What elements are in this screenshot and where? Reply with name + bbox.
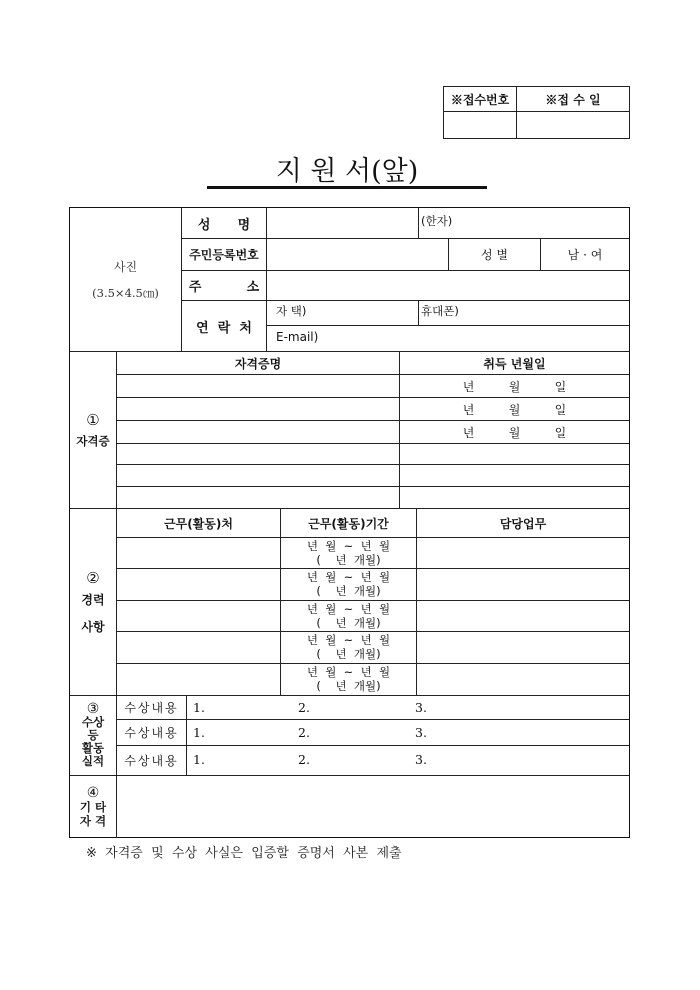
career-section-label — [70, 509, 116, 695]
cert-name-field-5[interactable] — [117, 465, 399, 486]
award-row-label: 수상내용 — [124, 726, 179, 740]
rrn-label: 주민등록번호 — [189, 248, 259, 262]
period-range: 년 월 ~ 년 월 — [306, 665, 391, 679]
home-phone-label: 자 택) — [276, 304, 307, 318]
awards-section-num: ③ — [86, 701, 100, 717]
mobile-label: 휴대폰) — [421, 304, 459, 318]
contact-label: 연 락 처 — [196, 320, 252, 336]
receipt-date-label: ※접 수 일 — [545, 92, 601, 107]
email-label: E-mail) — [276, 330, 319, 344]
period-range: 년 월 ~ 년 월 — [306, 570, 391, 584]
gender-label: 성 별 — [481, 248, 508, 262]
period-duration: ( 년 개월) — [316, 647, 381, 661]
email-field[interactable] — [320, 326, 629, 351]
awards-section-title-3: 활동 — [81, 741, 105, 755]
name-field[interactable] — [267, 208, 418, 238]
period-range: 년 월 ~ 년 월 — [306, 539, 391, 553]
career-col-place: 근무(활동)처 — [164, 516, 233, 531]
award-item-1[interactable]: 1. — [193, 752, 205, 767]
cert-col-date: 취득 년월일 — [483, 356, 546, 371]
awards-section-title-2: 등 — [87, 728, 99, 742]
other-qualifications-field[interactable] — [117, 776, 629, 838]
period-range: 년 월 ~ 년 월 — [306, 602, 391, 616]
awards-section-title-1: 수상 — [81, 715, 105, 729]
other-section-num: ④ — [86, 785, 100, 801]
hanja-label: (한자) — [421, 214, 453, 228]
cert-date-1[interactable]: 년 월 일 — [462, 379, 567, 394]
award-item-2[interactable]: 2. — [298, 700, 310, 715]
certificates-section-title: 자격증 — [76, 434, 110, 448]
award-item-2[interactable]: 2. — [298, 752, 310, 767]
period-duration: ( 년 개월) — [316, 679, 381, 693]
page-title: 지 원 서(앞) — [275, 155, 419, 187]
receipt-box — [443, 86, 630, 139]
receipt-number-field[interactable] — [444, 112, 516, 138]
cert-name-field-4[interactable] — [117, 444, 399, 464]
cert-name-field-1[interactable] — [117, 375, 399, 397]
award-item-3[interactable]: 3. — [415, 752, 427, 767]
cert-date-2[interactable]: 년 월 일 — [462, 402, 567, 417]
title-underline — [207, 186, 487, 189]
award-item-2[interactable]: 2. — [298, 725, 310, 740]
name-label: 성 명 — [197, 217, 251, 233]
career-period-1[interactable] — [281, 538, 416, 568]
award-item-1[interactable]: 1. — [193, 700, 205, 715]
cert-col-name: 자격증명 — [234, 356, 282, 371]
other-section-title-2: 자 격 — [79, 814, 107, 828]
career-period-3[interactable] — [281, 601, 416, 631]
certificates-section-label — [70, 352, 116, 508]
rrn-field[interactable] — [267, 239, 448, 270]
photo-area[interactable] — [70, 208, 181, 351]
career-col-period: 근무(활동)기간 — [308, 516, 389, 531]
award-item-1[interactable]: 1. — [193, 725, 205, 740]
other-section-title-1: 기 타 — [79, 800, 107, 814]
photo-label: 사진 — [113, 260, 138, 274]
period-range: 년 월 ~ 년 월 — [306, 633, 391, 647]
other-section-label — [70, 776, 116, 838]
career-period-5[interactable] — [281, 664, 416, 695]
receipt-number-label: ※접수번호 — [450, 92, 510, 107]
cert-name-field-3[interactable] — [117, 421, 399, 443]
career-period-4[interactable] — [281, 632, 416, 663]
period-duration: ( 년 개월) — [316, 553, 381, 567]
gender-options[interactable]: 남 · 여 — [567, 248, 603, 262]
period-duration: ( 년 개월) — [316, 616, 381, 630]
address-field[interactable] — [267, 271, 629, 300]
receipt-date-field[interactable] — [517, 112, 629, 138]
hanja-field[interactable] — [460, 208, 628, 238]
awards-section-label — [70, 696, 116, 775]
address-label: 주 소 — [188, 280, 260, 295]
mobile-field[interactable] — [465, 301, 629, 325]
awards-section-title-4: 실적 — [81, 754, 105, 768]
cert-name-field-2[interactable] — [117, 398, 399, 420]
award-item-3[interactable]: 3. — [415, 725, 427, 740]
career-section-title-2: 사항 — [81, 620, 105, 634]
cert-date-3[interactable]: 년 월 일 — [462, 425, 567, 440]
career-section-num: ② — [86, 569, 100, 587]
career-section-title-1: 경력 — [81, 593, 105, 607]
certificates-section-num: ① — [86, 411, 100, 429]
period-duration: ( 년 개월) — [316, 584, 381, 598]
photo-size-label: (3.5×4.5㎝) — [92, 286, 159, 300]
home-phone-field[interactable] — [316, 301, 418, 325]
cert-name-field-6[interactable] — [117, 487, 399, 508]
career-col-duty: 담당업무 — [499, 516, 547, 531]
award-item-3[interactable]: 3. — [415, 700, 427, 715]
career-period-2[interactable] — [281, 569, 416, 600]
award-row-label: 수상내용 — [124, 701, 179, 715]
footnote: ※ 자격증 및 수상 사실은 입증할 증명서 사본 제출 — [86, 846, 402, 861]
award-row-label: 수상내용 — [124, 754, 179, 768]
